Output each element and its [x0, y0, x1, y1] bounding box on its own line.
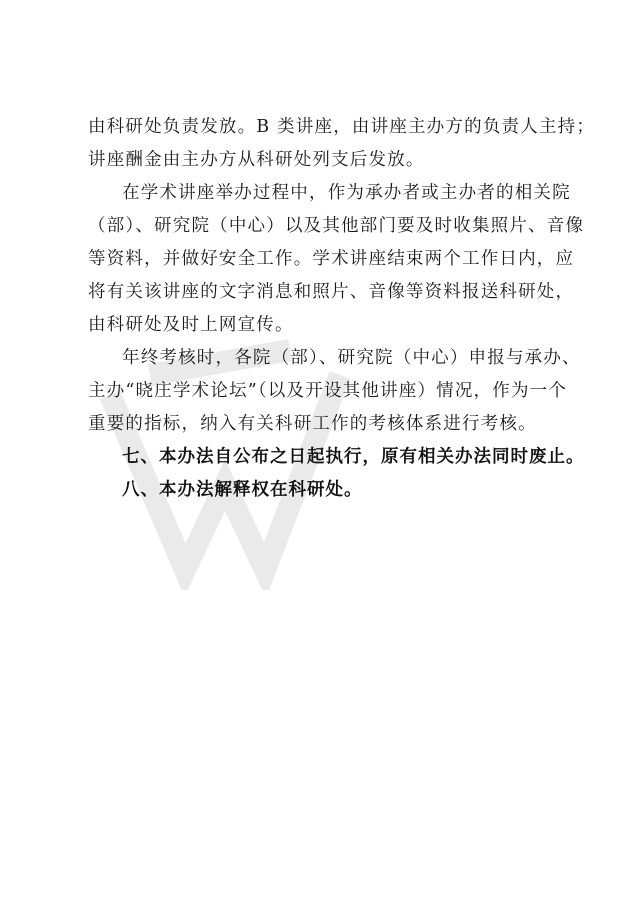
text-line-7: 由科研处及时上网宣传。 — [88, 315, 294, 335]
text-line-5: 等资料，并做好安全工作。学术讲座结束两个工作日内，应 — [88, 249, 575, 269]
paragraph-start-line-2: 年终考核时，各院（部）、研究院（中心）申报与承办、 — [122, 348, 581, 368]
text-line-9: 主办“晓庄学术论坛”（以及开设其他讲座）情况，作为一个 — [88, 381, 568, 401]
article-8-heading: 八、本办法解释权在科研处。 — [122, 480, 363, 500]
text-line-2: 讲座酬金由主办方从科研处列支后发放。 — [88, 150, 425, 170]
paragraph-start-line: 在学术讲座举办过程中，作为承办者或主办者的相关院 — [122, 183, 571, 203]
article-7-heading: 七、本办法自公布之日起执行，原有相关办法同时废止。 — [122, 447, 585, 467]
text-line-1: 由科研处负责发放。B 类讲座，由讲座主办方的负责人主持； — [88, 117, 596, 137]
text-line-4: （部）、研究院（中心）以及其他部门要及时收集照片、音像 — [88, 216, 585, 236]
text-line-6: 将有关该讲座的文字消息和照片、音像等资料报送科研处， — [88, 282, 575, 302]
text-line-10: 重要的指标，纳入有关科研工作的考核体系进行考核。 — [88, 414, 537, 434]
